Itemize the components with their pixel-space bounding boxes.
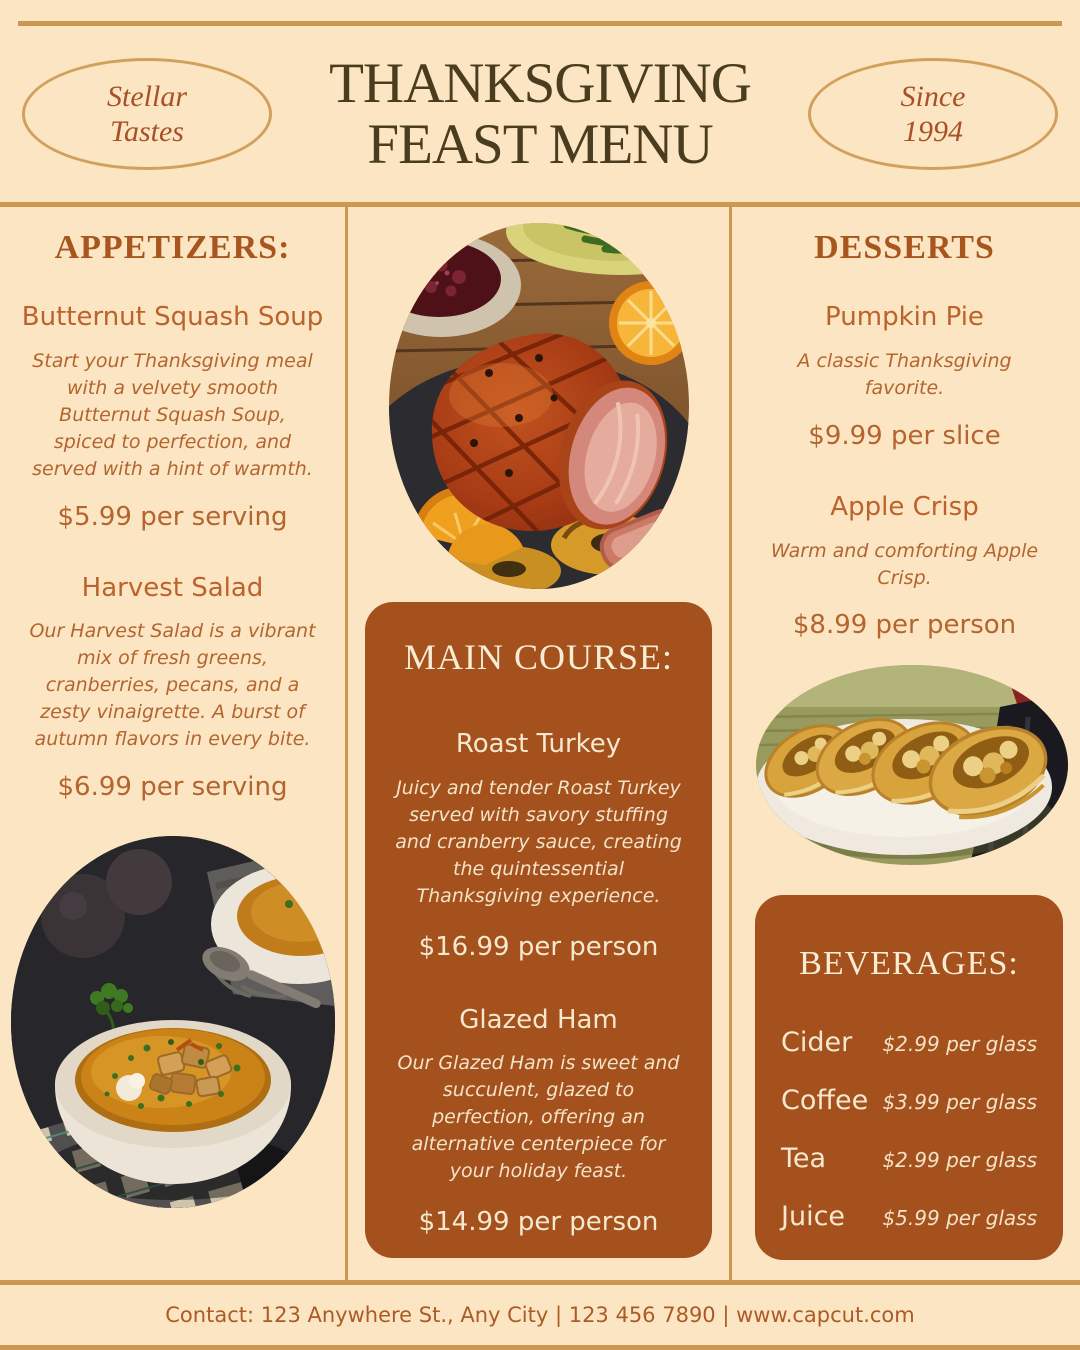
- item-description: Warm and comforting Apple Crisp.: [770, 539, 1039, 589]
- menu-item-glazed-ham: [393, 1004, 684, 1238]
- menu-item-roast-turkey: [393, 728, 684, 962]
- beverage-row-coffee: [781, 1085, 1037, 1116]
- brand-badge-line2: Tastes: [110, 115, 184, 148]
- item-price: $6.99 per serving: [57, 772, 288, 803]
- menu-header: [0, 26, 1080, 202]
- item-description: Start your Thanksgiving meal with a velvety smooth Butternut Squash Soup, spiced to perfection, and served with a hint of warmth.: [32, 349, 313, 480]
- soup-photo-illustration: [11, 836, 335, 1208]
- title-line-1: THANKSGIVING: [329, 52, 751, 116]
- appetizers-column: [0, 207, 345, 1280]
- main-course-column: [345, 207, 732, 1280]
- beverage-name: Tea: [781, 1143, 827, 1175]
- menu-footer: [0, 1280, 1080, 1350]
- appetizers-heading: APPETIZERS:: [54, 229, 291, 266]
- since-badge-line2: 1994: [903, 115, 963, 148]
- title-line-2: FEAST MENU: [367, 113, 713, 176]
- ham-photo: [389, 223, 689, 589]
- brand-badge: [22, 58, 272, 170]
- item-name: Butternut Squash Soup: [21, 302, 324, 332]
- main-course-heading: MAIN COURSE:: [403, 637, 674, 677]
- menu-item-butternut-squash-soup: [0, 301, 345, 532]
- item-price: $9.99 per slice: [808, 420, 1001, 451]
- beverage-price: $2.99 per glass: [882, 1032, 1037, 1057]
- item-description: A classic Thanksgiving favorite.: [797, 349, 1012, 399]
- beverage-row-tea: [781, 1143, 1037, 1174]
- menu-item-pumpkin-pie: [732, 301, 1077, 451]
- main-course-panel: [365, 602, 712, 1258]
- desserts-heading: DESSERTS: [814, 229, 995, 266]
- item-description: Juicy and tender Roast Turkey served with savory stuffing and cranberry sauce, creating the quintessential Thanksgiving experience.: [395, 776, 682, 907]
- contact-text: Contact: 123 Anywhere St., Any City | 123 456 7890 | www.capcut.com: [165, 1303, 915, 1327]
- page-title: [272, 53, 808, 175]
- beverage-name: Cider: [781, 1027, 853, 1059]
- menu-item-harvest-salad: [0, 572, 345, 803]
- beverage-row-juice: [781, 1201, 1037, 1232]
- item-name: Pumpkin Pie: [825, 302, 984, 332]
- beverages-heading: BEVERAGES:: [799, 945, 1019, 983]
- item-description: Our Harvest Salad is a vibrant mix of fresh greens, cranberries, pecans, and a zesty vinaigrette. A burst of autumn flavors in every bite.: [29, 620, 316, 751]
- beverage-price: $2.99 per glass: [882, 1148, 1037, 1173]
- beverage-name: Juice: [781, 1201, 846, 1233]
- since-badge-line1: Since: [900, 79, 966, 113]
- item-description: Our Glazed Ham is sweet and succulent, glazed to perfection, offering an alternative centerpiece for your holiday feast.: [397, 1052, 680, 1183]
- item-name: Glazed Ham: [459, 1004, 618, 1035]
- beverages-panel: [755, 895, 1063, 1260]
- brand-badge-line1: Stellar: [107, 79, 187, 113]
- beverage-name: Coffee: [781, 1085, 869, 1117]
- item-name: Harvest Salad: [81, 572, 264, 603]
- since-badge: [808, 58, 1058, 170]
- beverages-list: [781, 1027, 1037, 1232]
- menu-item-apple-crisp: [732, 491, 1077, 641]
- item-name: Apple Crisp: [830, 491, 979, 522]
- beverage-row-cider: [781, 1027, 1037, 1058]
- beverage-price: $3.99 per glass: [882, 1090, 1037, 1115]
- desserts-column: [732, 207, 1077, 1280]
- item-price: $14.99 per person: [418, 1207, 659, 1238]
- ham-photo-illustration: [389, 223, 689, 589]
- apple-crisp-photo: [756, 665, 1068, 865]
- item-name: Roast Turkey: [455, 729, 622, 759]
- item-price: $5.99 per serving: [57, 501, 288, 532]
- item-price: $16.99 per person: [418, 931, 659, 962]
- beverage-price: $5.99 per glass: [882, 1206, 1037, 1231]
- apple-crisp-photo-illustration: [756, 665, 1068, 865]
- menu-body: [0, 207, 1080, 1280]
- soup-photo: [11, 836, 335, 1208]
- footer-divider-bottom: [0, 1345, 1080, 1350]
- item-price: $8.99 per person: [792, 610, 1017, 641]
